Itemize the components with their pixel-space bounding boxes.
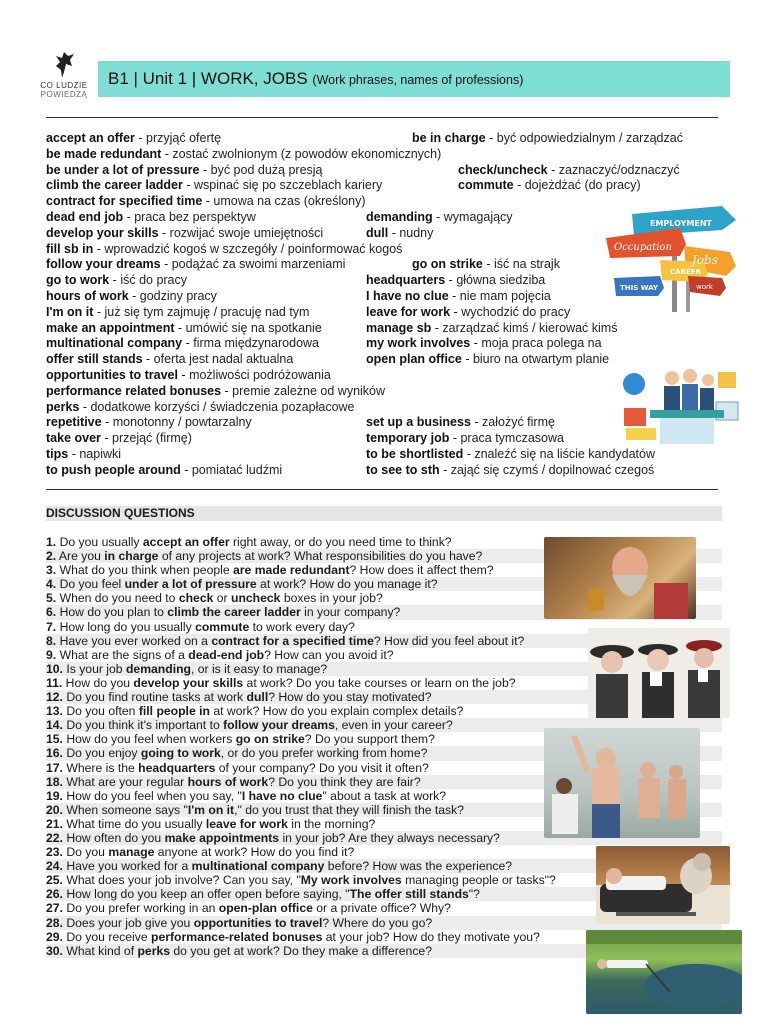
question-text: How long do you keep an offer open before saying, " xyxy=(66,887,350,902)
vocab-translation: biuro na otwartym planie xyxy=(472,352,610,367)
question-text: When someone says " xyxy=(66,802,188,817)
header-text xyxy=(108,69,523,89)
question-text: , or do you prefer working from home? xyxy=(220,746,428,761)
question-number: 24. xyxy=(46,859,63,874)
question-key-phrase: make appointments xyxy=(164,830,280,845)
vocab-term: offer still stands xyxy=(46,352,143,367)
question-number: 28. xyxy=(46,915,63,930)
vocab-dash: - xyxy=(439,462,451,477)
question-text: in your job? Are they always necessary? xyxy=(279,830,500,845)
vocab-translation: zająć się czymś / dopilnować czegoś xyxy=(450,462,655,477)
vocab-term: dead end job xyxy=(46,209,124,224)
team-icon xyxy=(620,362,742,446)
question-text: Do you prefer working in an xyxy=(66,901,219,916)
unit-subtitle: (Work phrases, names of professions) xyxy=(312,73,524,87)
vocab-translation: praca bez perspektyw xyxy=(134,209,256,224)
vocab-term: tips xyxy=(46,446,69,461)
question-text: How do you xyxy=(65,675,134,690)
vocab-item xyxy=(46,194,441,210)
vocab-dash: - xyxy=(513,178,525,193)
sign-this-way: THIS WAY xyxy=(620,284,658,292)
vocab-dash: - xyxy=(68,446,80,461)
vocab-term: manage sb xyxy=(366,320,432,335)
question-text: managing people or tasks"? xyxy=(401,873,556,888)
vocab-translation: rozwijać swoje umiejętności xyxy=(169,225,324,240)
vocab-term: develop your skills xyxy=(46,225,159,240)
vocab-term: perks xyxy=(46,399,80,414)
sign-career: CAREER xyxy=(670,268,701,276)
vocab-item xyxy=(366,321,617,337)
vocab-dash: - xyxy=(142,352,154,367)
question-number: 16. xyxy=(46,746,63,761)
vocab-dash: - xyxy=(202,194,214,209)
question-text: Do you find routine tasks at work xyxy=(66,690,247,705)
vocab-dash: - xyxy=(134,131,147,145)
vocab-translation: zarządzać kimś / kierować kimś xyxy=(442,320,618,335)
question-key-phrase: going to work xyxy=(140,746,221,761)
question-text: How do you feel when you say, " xyxy=(66,788,242,803)
question-text: do you get at work? Do they make a difference? xyxy=(170,943,432,958)
vocab-item xyxy=(46,178,441,194)
vocab-term: my work involves xyxy=(366,336,471,351)
crying-women-icon xyxy=(588,628,730,718)
vocab-term: take over xyxy=(46,431,101,446)
vocab-dash: - xyxy=(101,415,113,430)
sign-occupation: Occupation xyxy=(614,242,672,253)
vocab-item xyxy=(46,147,441,163)
vocab-dash: - xyxy=(449,431,461,446)
vocab-dash: - xyxy=(547,162,559,177)
vocab-item xyxy=(46,163,441,179)
bird-logo-icon xyxy=(50,50,78,80)
question-text: Do you xyxy=(66,845,109,860)
sign-jobs: Jobs xyxy=(692,253,718,267)
vocab-translation: umówić się na spotkanie xyxy=(185,320,322,335)
vocab-translation: praca tymczasowa xyxy=(460,431,564,446)
vocab-dash: - xyxy=(174,320,186,335)
vocab-translation: zostać zwolnionym (z powodów ekonomicznych) xyxy=(172,146,442,161)
question-key-phrase: climb the career ladder xyxy=(167,605,301,620)
vocab-term: demanding xyxy=(366,210,433,224)
vocab-dash: - xyxy=(160,257,172,272)
photo-golfer-lake xyxy=(586,930,742,1014)
vocab-term: commute xyxy=(458,178,514,193)
vocab-term: headquarters xyxy=(366,273,446,288)
vocab-term: repetitive xyxy=(46,415,102,430)
question-text: of your company? Do you visit it often? xyxy=(215,760,429,775)
discussion-title-bar xyxy=(46,506,722,521)
question-text: Do you often xyxy=(66,704,139,719)
question-number: 13. xyxy=(46,704,63,719)
vocab-dash: - xyxy=(448,289,460,303)
question-key-phrase: commute xyxy=(195,619,250,634)
vocab-dash: - xyxy=(470,415,483,430)
question-text: Where is the xyxy=(66,760,139,775)
question-number: 1. xyxy=(46,535,57,549)
question-key-phrase: develop your skills xyxy=(133,675,244,690)
question-number: 12. xyxy=(46,690,63,705)
question-key-phrase: go on strike xyxy=(235,732,305,747)
vocab-dash: - xyxy=(182,336,194,351)
question-key-phrase: headquarters xyxy=(138,760,216,775)
question-text: Do you usually xyxy=(59,535,143,549)
question-number: 25. xyxy=(46,873,63,888)
question-text: What do you think when people xyxy=(59,563,234,578)
question-number: 8. xyxy=(46,633,57,648)
question-text: Do you receive xyxy=(66,929,152,944)
vocab-term: to be shortlisted xyxy=(366,447,464,461)
vocab-translation: wspinać się po szczeblach kariery xyxy=(193,178,383,193)
vocab-dash: - xyxy=(482,257,494,272)
question-text: " about a task at work? xyxy=(322,788,447,803)
question-text: Have you worked for a xyxy=(66,859,192,874)
question-text: What are the signs of a xyxy=(59,647,189,662)
vocab-translation: oferta jest nadal aktualna xyxy=(153,352,294,367)
vocab-translation: premie zależne od wyników xyxy=(232,383,386,398)
question-text: Do you think it's important to xyxy=(66,718,224,733)
question-number: 19. xyxy=(46,788,63,803)
question-text: or xyxy=(213,591,231,606)
question-text: What are your regular xyxy=(66,774,188,789)
question-text: Do you feel xyxy=(59,577,125,592)
question-text: at work? Do you take courses or learn on the job? xyxy=(243,675,516,690)
divider-top xyxy=(46,117,718,118)
vocab-term: hours of work xyxy=(46,288,129,303)
vocab-translation: wymagający xyxy=(443,210,513,224)
discussion-title: DISCUSSION QUESTIONS xyxy=(46,506,195,520)
office-team-illustration xyxy=(620,362,742,446)
vocab-dash: - xyxy=(123,209,135,224)
vocab-item xyxy=(46,368,441,384)
vocab-item xyxy=(366,447,655,463)
question-number: 21. xyxy=(46,816,63,831)
vocab-dash: - xyxy=(182,178,194,193)
question-text: , even in your career? xyxy=(334,718,453,733)
question-text: ," do you trust that they will finish the task? xyxy=(234,802,465,817)
vocab-dash: - xyxy=(470,336,482,351)
question-text: at work? How do you explain complex details? xyxy=(209,704,464,719)
question-key-phrase: The offer still stands xyxy=(349,887,469,902)
logo-text-bottom: POWIEDZĄ xyxy=(40,90,88,99)
vocab-dash: - xyxy=(450,304,462,319)
vocab-term: climb the career ladder xyxy=(46,178,183,193)
question-key-phrase: uncheck xyxy=(231,591,281,606)
vocab-term: to push people around xyxy=(46,462,181,477)
question-text: Do you enjoy xyxy=(66,746,141,761)
vocab-translation: zaznaczyć/odznaczyć xyxy=(558,162,680,177)
question-number: 7. xyxy=(46,619,57,634)
vocab-term: I have no clue xyxy=(366,289,449,303)
question-key-phrase: I have no clue xyxy=(241,788,323,803)
question-text: How do you plan to xyxy=(59,605,168,620)
vocab-item xyxy=(366,336,602,352)
question-text: in the morning? xyxy=(287,816,376,831)
question-text: before? How was the experience? xyxy=(324,859,513,874)
question-number: 22. xyxy=(46,830,63,845)
divider-middle xyxy=(46,489,718,490)
vocab-dash: - xyxy=(177,367,190,382)
question-text: at work? How do you manage it? xyxy=(256,577,438,592)
vocab-translation: wychodzić do pracy xyxy=(461,304,571,319)
vocab-term: be under a lot of pressure xyxy=(46,162,200,177)
vocab-term: fill sb in xyxy=(46,241,94,256)
vocab-dash: - xyxy=(388,225,400,240)
vocab-item xyxy=(46,400,441,416)
photo-medical-checkup xyxy=(544,728,700,838)
question-number: 29. xyxy=(46,929,63,944)
vocab-translation: dodatkowe korzyści / świadczenia pozapłacowe xyxy=(90,399,355,414)
question-key-phrase: My work involves xyxy=(300,873,402,888)
vocab-translation: firma międzynarodowa xyxy=(193,336,319,351)
vocab-term: go to work xyxy=(46,273,110,288)
vocab-term: I'm on it xyxy=(46,304,94,319)
photo-bearded-man xyxy=(544,537,696,619)
question-key-phrase: hours of work xyxy=(187,774,269,789)
vocab-term: make an appointment xyxy=(46,320,175,335)
vocab-term: check/uncheck xyxy=(458,162,548,177)
question-key-phrase: demanding xyxy=(125,661,191,676)
photo-crying-women xyxy=(588,628,730,718)
vocab-term: follow your dreams xyxy=(46,257,161,272)
vocab-translation: być pod dużą presją xyxy=(210,162,323,177)
logo xyxy=(36,50,92,100)
question-key-phrase: dull xyxy=(246,690,269,705)
question-text: at your job? How do they motivate you? xyxy=(322,929,540,944)
question-text: anyone at work? How do you find it? xyxy=(154,845,355,860)
vocab-dash: - xyxy=(461,352,473,367)
vocab-dash: - xyxy=(161,146,173,161)
vocab-item xyxy=(366,210,513,226)
vocab-translation: podążać za swoimi marzeniami xyxy=(171,257,346,272)
vocab-term: go on strike xyxy=(412,257,483,272)
vocab-term: multinational company xyxy=(46,336,183,351)
question-number: 27. xyxy=(46,901,63,916)
vocab-translation: już się tym zajmuję / pracuję nad tym xyxy=(104,304,310,319)
vocab-term: accept an offer xyxy=(46,131,135,145)
unit-title: B1 | Unit 1 | WORK, JOBS xyxy=(108,69,308,88)
sign-employment: EMPLOYMENT xyxy=(650,219,712,228)
vocab-dash: - xyxy=(463,447,475,461)
vocab-dash: - xyxy=(180,462,192,477)
vocab-term: temporary job xyxy=(366,431,450,446)
man-with-dog-icon xyxy=(596,846,730,924)
vocab-translation: moja praca polega na xyxy=(481,336,602,351)
vocab-dash: - xyxy=(93,241,105,256)
question-text: How do you feel when workers xyxy=(66,732,236,747)
question-key-phrase: I'm on it xyxy=(187,802,235,817)
golfer-icon xyxy=(586,930,742,1014)
question-number: 17. xyxy=(46,760,63,775)
question-key-phrase: perks xyxy=(137,943,171,958)
question-text: to work every day? xyxy=(249,619,355,634)
vocab-item xyxy=(412,131,683,147)
vocab-translation: przyjąć ofertę xyxy=(146,131,222,145)
vocab-term: open plan office xyxy=(366,352,462,367)
vocab-dash: - xyxy=(221,383,233,398)
question-text: Does your job give you xyxy=(66,915,194,930)
question-number: 6. xyxy=(46,605,57,620)
vocab-translation: umowa na czas (określony) xyxy=(213,194,366,209)
vocab-translation: dojeżdżać (do pracy) xyxy=(524,178,641,193)
vocab-translation: nie mam pojęcia xyxy=(459,289,551,303)
vocab-item xyxy=(46,242,441,258)
question-number: 20. xyxy=(46,802,63,817)
vocab-dash: - xyxy=(432,210,444,224)
question-number: 4. xyxy=(46,577,57,592)
vocab-item xyxy=(366,463,654,479)
question-text: of any projects at work? What responsibilities do you have? xyxy=(158,549,483,564)
vocab-item xyxy=(366,431,564,447)
logo-text-top: CO LUDZIE xyxy=(40,81,88,90)
vocab-dash: - xyxy=(445,273,457,288)
vocab-translation: znaleźć się na liście kandydatów xyxy=(474,447,655,461)
medical-checkup-icon xyxy=(544,728,700,838)
vocab-dash: - xyxy=(100,431,113,446)
question-text: ? How does it affect them? xyxy=(349,563,494,578)
question-text: , or is it easy to manage? xyxy=(190,661,328,676)
vocab-dash: - xyxy=(485,131,497,145)
vocab-translation: napiwki xyxy=(79,446,122,461)
question-key-phrase: check xyxy=(178,591,214,606)
question-text: How often do you xyxy=(66,830,165,845)
photo-man-with-dog xyxy=(596,846,730,924)
question-number: 30. xyxy=(46,943,63,958)
vocab-dash: - xyxy=(109,273,121,288)
question-text: ? Do you support them? xyxy=(304,732,435,747)
vocab-term: leave for work xyxy=(366,304,451,319)
question-number: 26. xyxy=(46,887,63,902)
question-number: 14. xyxy=(46,718,63,733)
question-text: When do you need to xyxy=(59,591,179,606)
question-text: How long do you usually xyxy=(59,619,196,634)
vocab-item xyxy=(46,384,441,400)
question-key-phrase: are made redundant xyxy=(233,563,350,578)
vocab-term: set up a business xyxy=(366,415,471,430)
vocab-item xyxy=(366,289,551,305)
question-text: ? How did you feel about it? xyxy=(373,633,525,648)
vocab-item xyxy=(366,226,433,242)
question-text: ? How can you avoid it? xyxy=(264,647,394,662)
vocab-translation: wprowadzić kogoś w szczegóły / poinformować kogoś xyxy=(104,241,403,256)
vocab-term: to see to sth xyxy=(366,462,440,477)
question-text: Are you xyxy=(58,549,105,564)
question-number: 18. xyxy=(46,774,63,789)
vocab-translation: iść na strajk xyxy=(493,257,560,272)
vocab-item xyxy=(366,273,545,289)
question-key-phrase: multinational company xyxy=(191,859,325,874)
question-key-phrase: opportunities to travel xyxy=(193,915,323,930)
vocab-translation: główna siedziba xyxy=(456,273,546,288)
question-key-phrase: follow your dreams xyxy=(223,718,335,733)
vocab-item xyxy=(412,257,560,273)
vocab-term: performance related bonuses xyxy=(46,383,222,398)
question-number: 10. xyxy=(46,661,63,676)
vocab-item xyxy=(366,305,570,321)
vocab-translation: monotonny / powtarzalny xyxy=(112,415,252,430)
vocab-translation: pomiatać ludźmi xyxy=(191,462,283,477)
question-text: What does your job involve? Can you say, " xyxy=(66,873,301,888)
bearded-man-icon xyxy=(544,537,696,619)
question-key-phrase: in charge xyxy=(104,549,159,564)
vocab-dash: - xyxy=(199,162,211,177)
unit-header xyxy=(98,61,730,97)
vocab-dash: - xyxy=(128,288,140,303)
question-text: in your company? xyxy=(300,605,401,620)
question-key-phrase: contract for a specified time xyxy=(211,633,374,648)
sign-work: work xyxy=(696,283,713,291)
question-text: ? Do you think they are fair? xyxy=(268,774,421,789)
vocab-dash: - xyxy=(431,320,443,335)
question-text: right away, or do you need time to think? xyxy=(229,535,452,549)
vocab-dash: - xyxy=(93,304,105,319)
question-key-phrase: manage xyxy=(108,845,155,860)
question-text: What time do you usually xyxy=(66,816,206,831)
vocab-item xyxy=(46,131,441,147)
vocab-item xyxy=(366,415,555,431)
question-key-phrase: accept an offer xyxy=(142,535,230,549)
vocab-translation: nudny xyxy=(399,225,434,240)
vocab-translation: iść do pracy xyxy=(120,273,188,288)
question-number: 5. xyxy=(46,591,57,606)
question-key-phrase: dead-end job xyxy=(188,647,265,662)
question-number: 15. xyxy=(46,732,63,747)
question-text: Have you ever worked on a xyxy=(59,633,212,648)
vocab-term: be in charge xyxy=(412,131,486,145)
vocab-translation: możliwości podróżowania xyxy=(189,367,331,382)
question-number: 2. xyxy=(46,549,57,564)
vocab-translation: przejąć (firmę) xyxy=(112,431,192,446)
question-text: or a private office? Why? xyxy=(312,901,451,916)
question-key-phrase: open-plan office xyxy=(218,901,313,916)
question-key-phrase: under a lot of pressure xyxy=(124,577,257,592)
question-text: ? How do you stay motivated? xyxy=(268,690,432,705)
question-key-phrase: leave for work xyxy=(205,816,288,831)
vocab-item xyxy=(458,163,680,179)
vocab-dash: - xyxy=(79,399,91,414)
vocab-item xyxy=(366,352,609,368)
vocab-term: opportunities to travel xyxy=(46,367,178,382)
signpost-icon xyxy=(604,192,742,312)
vocab-translation: godziny pracy xyxy=(139,288,217,303)
question-number: 23. xyxy=(46,845,63,860)
question-number: 9. xyxy=(46,647,57,662)
question-text: Is your job xyxy=(66,661,126,676)
vocab-term: be made redundant xyxy=(46,146,162,161)
question-number: 11. xyxy=(46,675,63,690)
question-text: ? Where do you go? xyxy=(322,915,433,930)
vocab-item xyxy=(46,257,441,273)
vocab-term: dull xyxy=(366,225,389,240)
question-key-phrase: fill people in xyxy=(138,704,210,719)
question-text: boxes in your job? xyxy=(280,591,383,606)
vocab-translation: być odpowiedzialnym / zarządzać xyxy=(496,131,683,145)
question-text: "? xyxy=(468,887,480,902)
vocab-term: contract for specified time xyxy=(46,194,203,209)
signpost-illustration xyxy=(604,192,742,312)
vocab-translation: założyć firmę xyxy=(482,415,555,430)
question-text: What kind of xyxy=(66,943,138,958)
vocab-dash: - xyxy=(158,225,170,240)
question-number: 3. xyxy=(46,563,57,578)
question-key-phrase: performance-related bonuses xyxy=(151,929,323,944)
